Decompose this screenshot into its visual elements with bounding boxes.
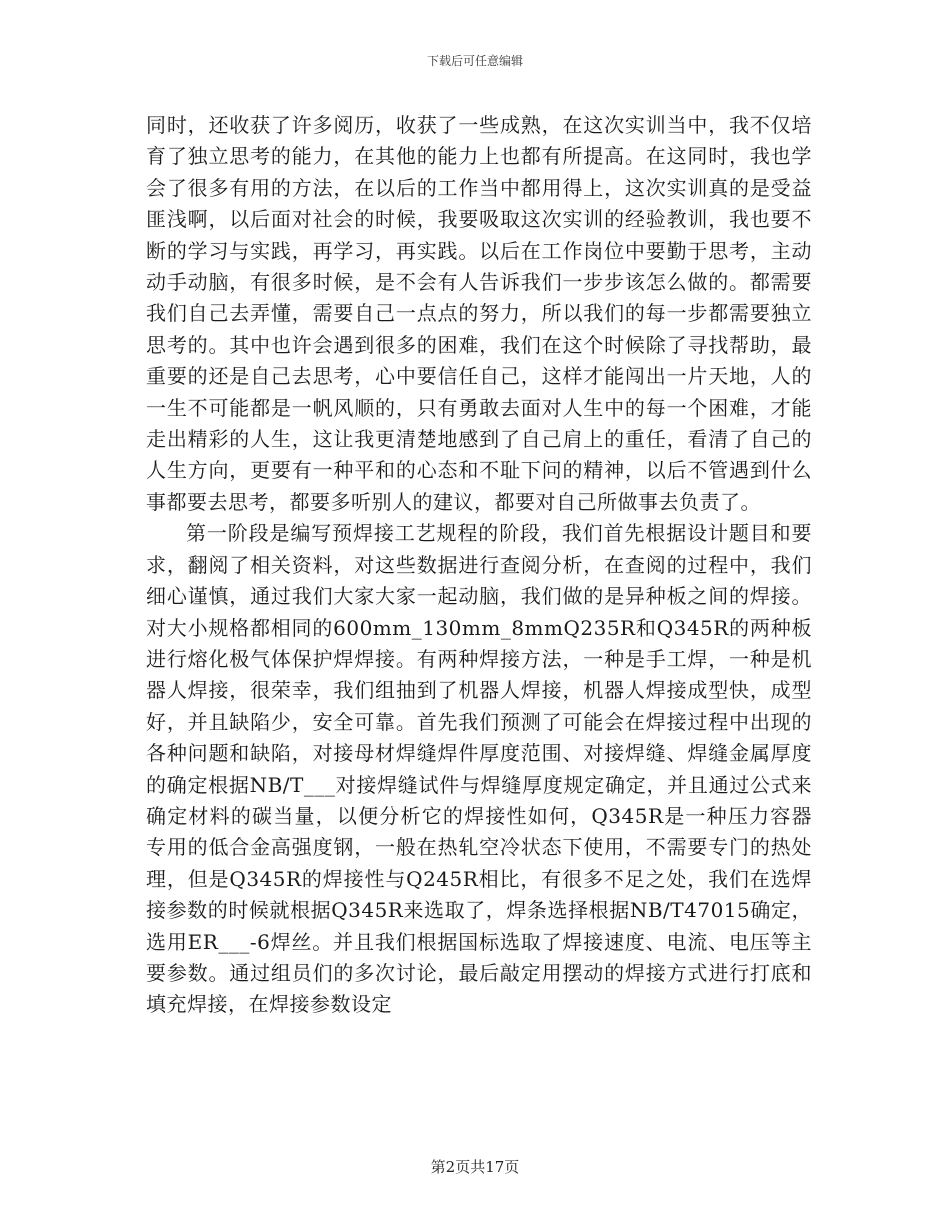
body-paragraph-1: 同时，还收获了许多阅历，收获了一些成熟，在这次实训当中，我不仅培育了独立思考的能力，在其他的能力上也都有所提高。在这同时，我也学会了很多有用的方法，在以后的工作当中都用得上，这次实训真的是受益匪浅啊，以后面对社会的时候，我要吸取这次实训的经验教训，我也要不断的学习与实践，再学习，再实践。以后在工作岗位中要勤于思考，主动动手动脑，有很多时候，是不会有人告诉我们一步步该怎么做的。都需要我们自己去弄懂，需要自己一点点的努力，所以我们的每一步都需要独立思考的。其中也许会遇到很多的困难，我们在这个时候除了寻找帮助，最重要的还是自己去思考，心中要信任自己，这样才能闯出一片天地，人的一生不可能都是一帆风顺的，只有勇敢去面对人生中的每一个困难，才能走出精彩的人生，这让我更清楚地感到了自己肩上的重任，看清了自己的人生方向，更要有一种平和的心态和不耻下问的精神，以后不管遇到什么事都要去思考，都要多听别人的建议，都要对自己所做事去负责了。: [146, 113, 812, 514]
body-paragraph-2: 第一阶段是编写预焊接工艺规程的阶段，我们首先根据设计题目和要求，翻阅了相关资料，对这些数据进行查阅分析，在查阅的过程中，我们细心谨慎，通过我们大家大家一起动脑，我们做的是异种板之间的焊接。对大小规格都相同的600mm_130mm_8mmQ235R和Q345R的两种板进行熔化极气体保护焊焊接。有两种焊接方法，一种是手工焊，一种是机器人焊接，很荣幸，我们组抽到了机器人焊接，机器人焊接成型快，成型好，并且缺陷少，安全可靠。首先我们预测了可能会在焊接过程中出现的各种问题和缺陷，对接母材焊缝焊件厚度范围、对接焊缝、焊缝金属厚度的确定根据NB/T___对接焊缝试件与焊缝厚度规定确定，并且通过公式来确定材料的碳当量，以便分析它的焊接性如何，Q345R是一种压力容器专用的低合金高强度钢，一般在热轧空冷状态下使用，不需要专门的热处理，但是Q345R的焊接性与Q245R相比，有很多不足之处，我们在选焊接参数的时候就根据Q345R来选取了，焊条选择根据NB/T47015确定，选用ER___-6焊丝。并且我们根据国标选取了焊接速度、电流、电压等主要参数。通过组员们的多次讨论，最后敲定用摆动的焊接方式进行打底和填充焊接，在焊接参数设定: [146, 521, 812, 1017]
page-header: 下载后可任意编辑: [426, 54, 523, 68]
document-body: [146, 110, 812, 1021]
page-footer: 第2页共17页: [430, 1158, 520, 1176]
